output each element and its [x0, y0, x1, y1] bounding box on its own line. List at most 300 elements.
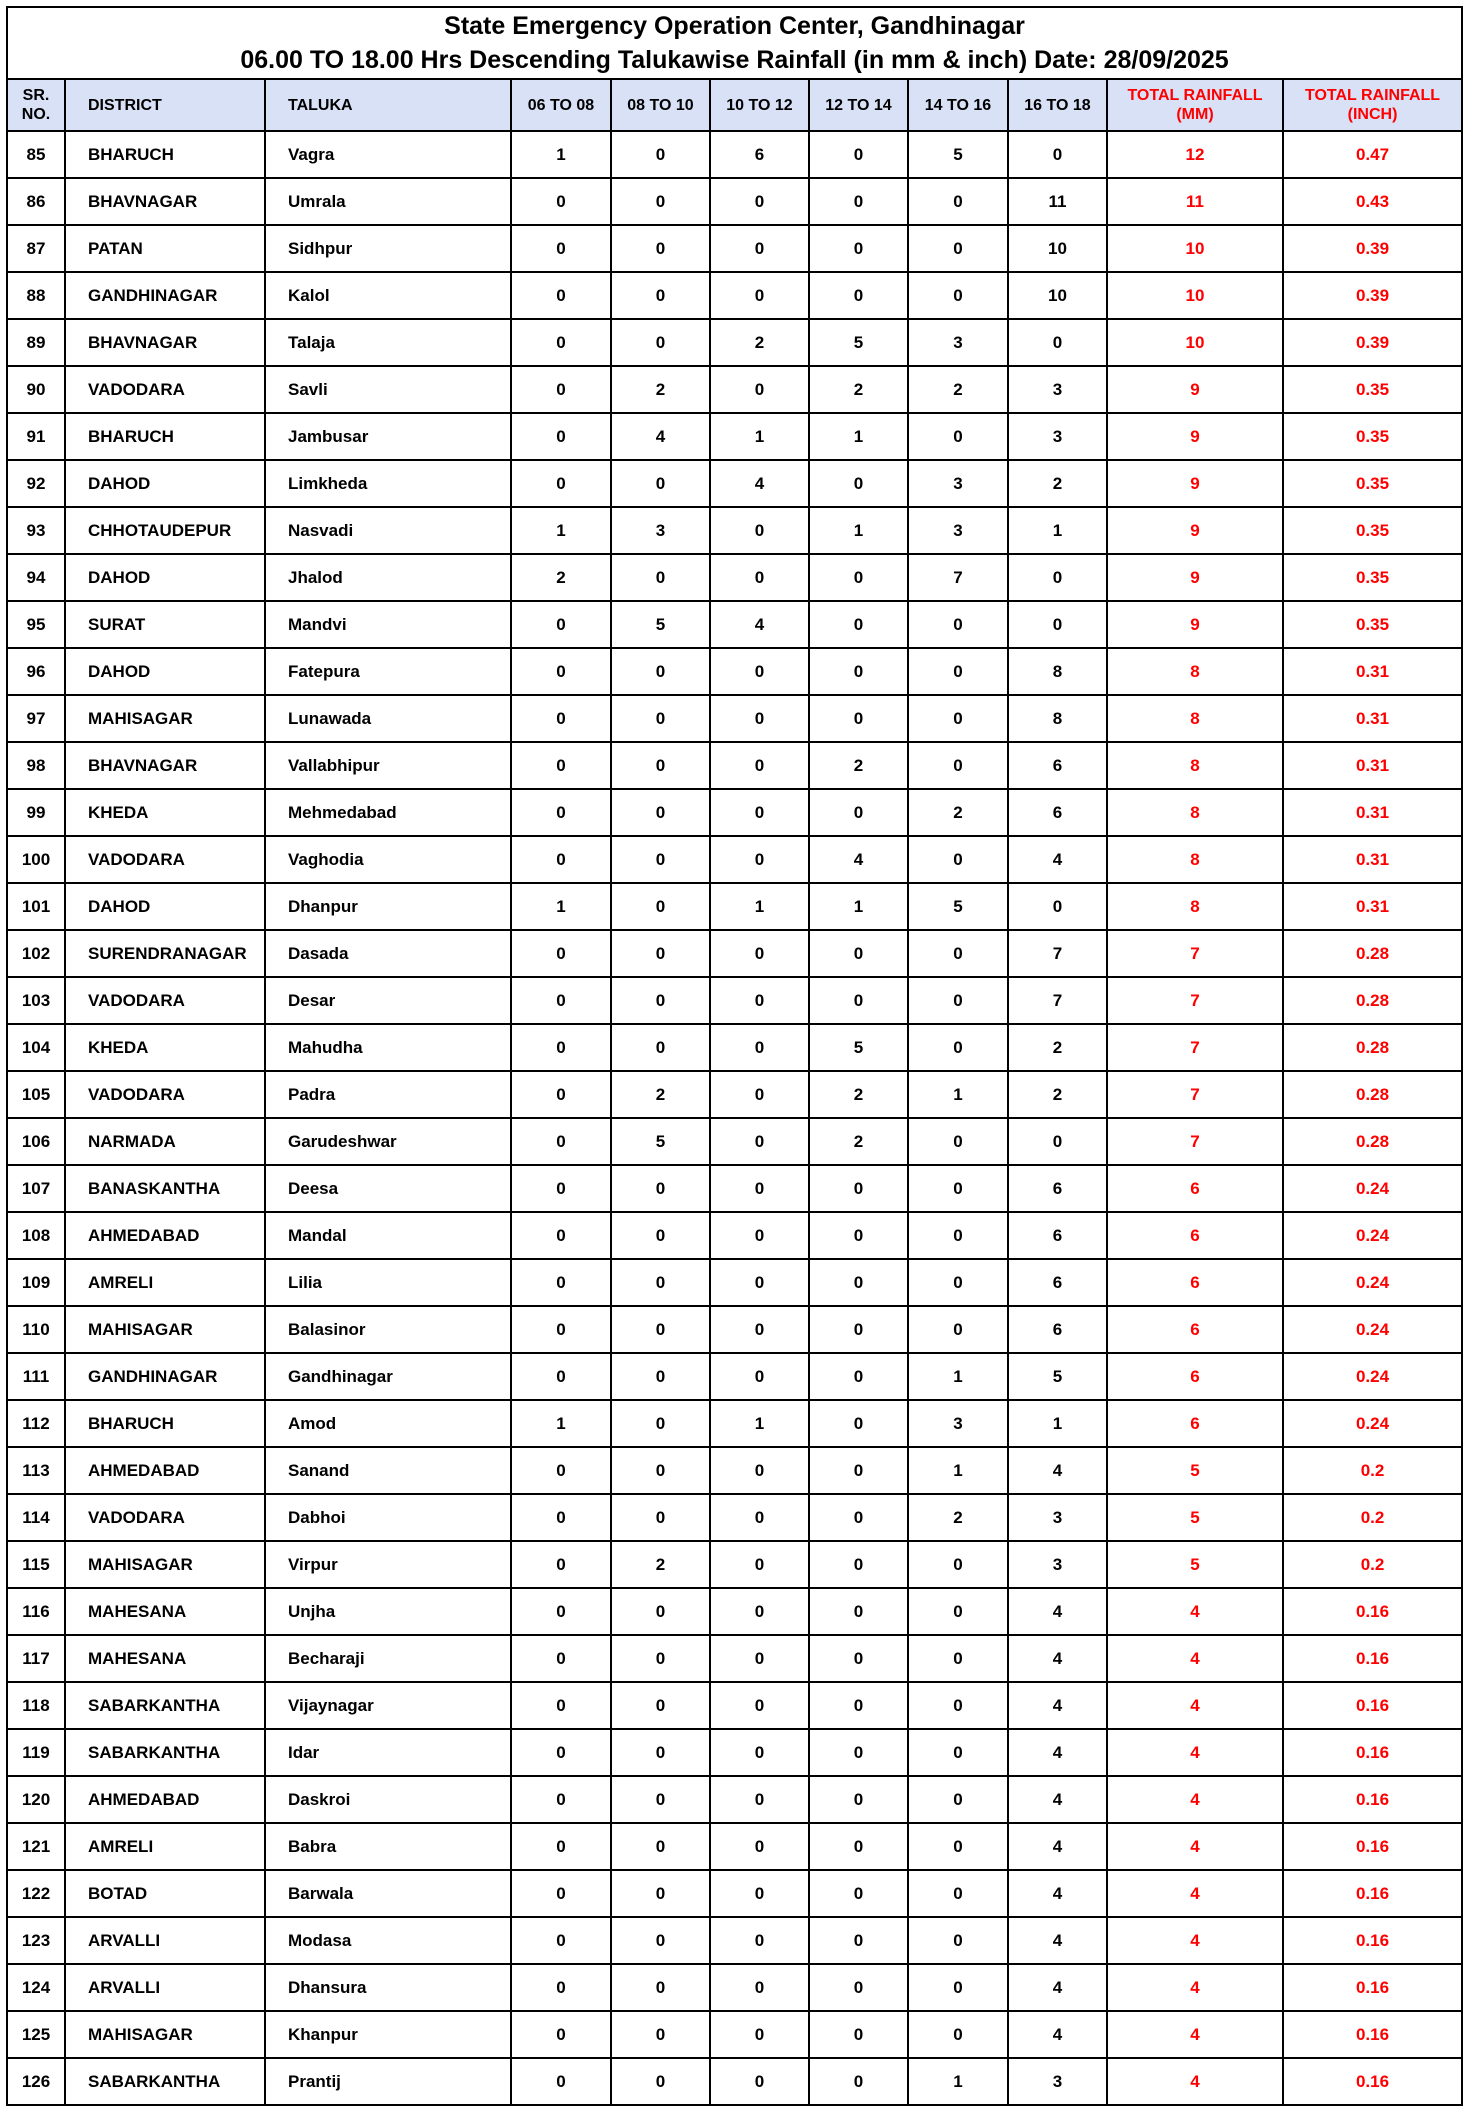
table-row [7, 1682, 1462, 1729]
total-mm-cell: 4 [1107, 1823, 1283, 1870]
table-row [7, 883, 1462, 930]
rain-14-16-cell: 0 [908, 1870, 1008, 1917]
total-mm-cell: 4 [1107, 1776, 1283, 1823]
table-body [7, 131, 1462, 2105]
taluka-cell: Khanpur [265, 2011, 511, 2058]
rain-10-12-cell: 1 [710, 413, 809, 460]
total-inch-cell: 0.16 [1283, 1917, 1462, 1964]
total-mm-cell: 4 [1107, 1635, 1283, 1682]
district-cell: BHARUCH [65, 1400, 265, 1447]
rain-14-16-cell: 0 [908, 1306, 1008, 1353]
sr-no-cell: 91 [7, 413, 65, 460]
rain-06-08-cell: 0 [511, 460, 611, 507]
total-inch-cell: 0.24 [1283, 1259, 1462, 1306]
table-row [7, 319, 1462, 366]
taluka-cell: Prantij [265, 2058, 511, 2105]
rain-12-14-cell: 2 [809, 1118, 908, 1165]
rain-14-16-cell: 0 [908, 1729, 1008, 1776]
rain-12-14-cell: 2 [809, 366, 908, 413]
table-row [7, 977, 1462, 1024]
rain-08-10-cell: 0 [611, 1682, 710, 1729]
rain-16-18-cell: 7 [1008, 930, 1107, 977]
total-inch-cell: 0.39 [1283, 319, 1462, 366]
rain-14-16-cell: 0 [908, 1635, 1008, 1682]
table-row [7, 1447, 1462, 1494]
rain-06-08-cell: 0 [511, 1165, 611, 1212]
rain-12-14-cell: 2 [809, 1071, 908, 1118]
report-title-block [7, 7, 1462, 79]
rain-16-18-cell: 4 [1008, 1823, 1107, 1870]
total-mm-cell: 8 [1107, 836, 1283, 883]
rain-14-16-cell: 0 [908, 1823, 1008, 1870]
rain-10-12-cell: 0 [710, 789, 809, 836]
total-mm-cell: 7 [1107, 977, 1283, 1024]
table-row [7, 1165, 1462, 1212]
sr-no-cell: 124 [7, 1964, 65, 2011]
rain-08-10-cell: 0 [611, 742, 710, 789]
table-row [7, 554, 1462, 601]
rain-10-12-cell: 0 [710, 1682, 809, 1729]
rain-08-10-cell: 0 [611, 789, 710, 836]
total-inch-cell: 0.43 [1283, 178, 1462, 225]
rain-16-18-cell: 4 [1008, 1682, 1107, 1729]
rain-08-10-cell: 0 [611, 1165, 710, 1212]
rain-06-08-cell: 0 [511, 1447, 611, 1494]
rain-06-08-cell: 0 [511, 1588, 611, 1635]
rain-14-16-cell: 2 [908, 366, 1008, 413]
rain-12-14-cell: 1 [809, 507, 908, 554]
taluka-cell: Vaghodia [265, 836, 511, 883]
rain-10-12-cell: 0 [710, 366, 809, 413]
rain-12-14-cell: 0 [809, 272, 908, 319]
rain-16-18-cell: 1 [1008, 507, 1107, 554]
rain-06-08-cell: 0 [511, 1541, 611, 1588]
district-cell: AHMEDABAD [65, 1447, 265, 1494]
rain-16-18-cell: 6 [1008, 789, 1107, 836]
district-cell: DAHOD [65, 648, 265, 695]
taluka-cell: Unjha [265, 1588, 511, 1635]
table-row [7, 460, 1462, 507]
rain-14-16-cell: 1 [908, 1071, 1008, 1118]
rain-10-12-cell: 0 [710, 1917, 809, 1964]
rain-12-14-cell: 0 [809, 1776, 908, 1823]
rain-08-10-cell: 0 [611, 1588, 710, 1635]
rain-10-12-cell: 0 [710, 554, 809, 601]
rain-08-10-cell: 0 [611, 977, 710, 1024]
sr-no-cell: 119 [7, 1729, 65, 1776]
total-inch-cell: 0.16 [1283, 1776, 1462, 1823]
rain-16-18-cell: 5 [1008, 1353, 1107, 1400]
sr-no-cell: 114 [7, 1494, 65, 1541]
total-mm-cell: 8 [1107, 648, 1283, 695]
rain-12-14-cell: 0 [809, 131, 908, 178]
rain-14-16-cell: 0 [908, 2011, 1008, 2058]
total-mm-cell: 8 [1107, 789, 1283, 836]
district-cell: BANASKANTHA [65, 1165, 265, 1212]
table-row [7, 789, 1462, 836]
district-cell: SURAT [65, 601, 265, 648]
table-row [7, 1541, 1462, 1588]
rain-12-14-cell: 0 [809, 1447, 908, 1494]
sr-no-cell: 115 [7, 1541, 65, 1588]
total-mm-cell: 10 [1107, 225, 1283, 272]
rain-14-16-cell: 0 [908, 1682, 1008, 1729]
rain-14-16-cell: 0 [908, 1917, 1008, 1964]
sr-no-cell: 104 [7, 1024, 65, 1071]
total-inch-cell: 0.35 [1283, 413, 1462, 460]
rain-16-18-cell: 11 [1008, 178, 1107, 225]
rain-16-18-cell: 0 [1008, 319, 1107, 366]
table-row [7, 1071, 1462, 1118]
total-mm-cell: 4 [1107, 1964, 1283, 2011]
total-mm-cell: 9 [1107, 413, 1283, 460]
rain-12-14-cell: 0 [809, 1400, 908, 1447]
rain-10-12-cell: 0 [710, 1447, 809, 1494]
rain-16-18-cell: 4 [1008, 1964, 1107, 2011]
report-subtitle: 06.00 TO 18.00 Hrs Descending Talukawise Rainfall (in mm & inch) Date: 28/09/2025 [240, 46, 1229, 74]
rain-14-16-cell: 0 [908, 1964, 1008, 2011]
total-mm-cell: 9 [1107, 366, 1283, 413]
total-inch-cell: 0.24 [1283, 1165, 1462, 1212]
total-inch-cell: 0.28 [1283, 977, 1462, 1024]
rain-10-12-cell: 1 [710, 1400, 809, 1447]
district-cell: BHAVNAGAR [65, 178, 265, 225]
rain-16-18-cell: 3 [1008, 413, 1107, 460]
total-mm-cell: 6 [1107, 1400, 1283, 1447]
total-inch-cell: 0.35 [1283, 601, 1462, 648]
rain-08-10-cell: 0 [611, 1259, 710, 1306]
rain-08-10-cell: 0 [611, 2011, 710, 2058]
taluka-cell: Virpur [265, 1541, 511, 1588]
header-taluka: TALUKA [265, 79, 511, 131]
total-inch-cell: 0.16 [1283, 1682, 1462, 1729]
sr-no-cell: 106 [7, 1118, 65, 1165]
district-cell: MAHESANA [65, 1588, 265, 1635]
rain-08-10-cell: 0 [611, 131, 710, 178]
district-cell: AMRELI [65, 1823, 265, 1870]
rain-10-12-cell: 6 [710, 131, 809, 178]
taluka-cell: Babra [265, 1823, 511, 1870]
rain-08-10-cell: 0 [611, 319, 710, 366]
rain-06-08-cell: 0 [511, 789, 611, 836]
total-mm-cell: 6 [1107, 1353, 1283, 1400]
rain-16-18-cell: 4 [1008, 1635, 1107, 1682]
header-16-to-18: 16 TO 18 [1008, 79, 1107, 131]
table-row [7, 507, 1462, 554]
total-inch-cell: 0.2 [1283, 1541, 1462, 1588]
header-district: DISTRICT [65, 79, 265, 131]
total-mm-cell: 8 [1107, 695, 1283, 742]
table-row [7, 366, 1462, 413]
rain-14-16-cell: 0 [908, 413, 1008, 460]
district-cell: KHEDA [65, 789, 265, 836]
total-mm-cell: 11 [1107, 178, 1283, 225]
rain-10-12-cell: 0 [710, 1165, 809, 1212]
table-row [7, 601, 1462, 648]
rain-16-18-cell: 0 [1008, 883, 1107, 930]
district-cell: SABARKANTHA [65, 2058, 265, 2105]
taluka-cell: Becharaji [265, 1635, 511, 1682]
table-row [7, 742, 1462, 789]
sr-no-cell: 125 [7, 2011, 65, 2058]
sr-no-cell: 98 [7, 742, 65, 789]
rain-10-12-cell: 4 [710, 460, 809, 507]
total-inch-cell: 0.16 [1283, 2011, 1462, 2058]
taluka-cell: Gandhinagar [265, 1353, 511, 1400]
rain-14-16-cell: 0 [908, 1541, 1008, 1588]
total-inch-cell: 0.35 [1283, 554, 1462, 601]
table-row [7, 1964, 1462, 2011]
rain-14-16-cell: 3 [908, 460, 1008, 507]
sr-no-cell: 101 [7, 883, 65, 930]
rain-10-12-cell: 0 [710, 1964, 809, 2011]
rain-12-14-cell: 0 [809, 1306, 908, 1353]
total-inch-cell: 0.16 [1283, 1964, 1462, 2011]
rain-06-08-cell: 0 [511, 1353, 611, 1400]
title-row [7, 7, 1462, 79]
table-row [7, 695, 1462, 742]
district-cell: MAHESANA [65, 1635, 265, 1682]
rain-12-14-cell: 0 [809, 601, 908, 648]
district-cell: MAHISAGAR [65, 2011, 265, 2058]
rain-08-10-cell: 0 [611, 272, 710, 319]
rain-08-10-cell: 4 [611, 413, 710, 460]
total-mm-cell: 4 [1107, 1917, 1283, 1964]
total-mm-cell: 9 [1107, 460, 1283, 507]
rain-14-16-cell: 0 [908, 1024, 1008, 1071]
rain-10-12-cell: 0 [710, 178, 809, 225]
table-row [7, 1870, 1462, 1917]
header-sr-no: SR. NO. [7, 79, 65, 131]
rain-08-10-cell: 0 [611, 1823, 710, 1870]
rain-12-14-cell: 1 [809, 413, 908, 460]
rain-12-14-cell: 5 [809, 1024, 908, 1071]
rain-12-14-cell: 4 [809, 836, 908, 883]
district-cell: BOTAD [65, 1870, 265, 1917]
rain-12-14-cell: 0 [809, 1165, 908, 1212]
column-header-row [7, 79, 1462, 131]
total-mm-cell: 12 [1107, 131, 1283, 178]
rain-06-08-cell: 0 [511, 1776, 611, 1823]
rain-08-10-cell: 0 [611, 1400, 710, 1447]
rain-12-14-cell: 0 [809, 695, 908, 742]
rain-12-14-cell: 0 [809, 2011, 908, 2058]
sr-no-cell: 86 [7, 178, 65, 225]
rain-14-16-cell: 0 [908, 1588, 1008, 1635]
rain-08-10-cell: 0 [611, 1212, 710, 1259]
rain-10-12-cell: 0 [710, 836, 809, 883]
rain-10-12-cell: 0 [710, 507, 809, 554]
rain-06-08-cell: 0 [511, 1870, 611, 1917]
taluka-cell: Savli [265, 366, 511, 413]
sr-no-cell: 108 [7, 1212, 65, 1259]
rain-16-18-cell: 4 [1008, 1588, 1107, 1635]
total-mm-cell: 9 [1107, 601, 1283, 648]
table-row [7, 1917, 1462, 1964]
rain-08-10-cell: 2 [611, 1541, 710, 1588]
taluka-cell: Padra [265, 1071, 511, 1118]
table-row [7, 1306, 1462, 1353]
total-inch-cell: 0.35 [1283, 460, 1462, 507]
taluka-cell: Kalol [265, 272, 511, 319]
rain-14-16-cell: 0 [908, 930, 1008, 977]
rain-14-16-cell: 2 [908, 789, 1008, 836]
rain-14-16-cell: 2 [908, 1494, 1008, 1541]
total-mm-cell: 6 [1107, 1259, 1283, 1306]
district-cell: AHMEDABAD [65, 1212, 265, 1259]
taluka-cell: Dasada [265, 930, 511, 977]
district-cell: CHHOTAUDEPUR [65, 507, 265, 554]
total-inch-cell: 0.47 [1283, 131, 1462, 178]
district-cell: AMRELI [65, 1259, 265, 1306]
taluka-cell: Sidhpur [265, 225, 511, 272]
total-inch-cell: 0.39 [1283, 272, 1462, 319]
rain-16-18-cell: 4 [1008, 1870, 1107, 1917]
taluka-cell: Jhalod [265, 554, 511, 601]
taluka-cell: Nasvadi [265, 507, 511, 554]
rain-14-16-cell: 7 [908, 554, 1008, 601]
rain-10-12-cell: 0 [710, 695, 809, 742]
taluka-cell: Mahudha [265, 1024, 511, 1071]
sr-no-cell: 122 [7, 1870, 65, 1917]
rain-10-12-cell: 0 [710, 1635, 809, 1682]
rain-16-18-cell: 0 [1008, 554, 1107, 601]
rain-08-10-cell: 0 [611, 554, 710, 601]
rain-10-12-cell: 0 [710, 742, 809, 789]
table-row [7, 1353, 1462, 1400]
total-mm-cell: 6 [1107, 1212, 1283, 1259]
rain-16-18-cell: 2 [1008, 1024, 1107, 1071]
rain-12-14-cell: 0 [809, 1917, 908, 1964]
table-row [7, 1400, 1462, 1447]
district-cell: ARVALLI [65, 1964, 265, 2011]
table-row [7, 1024, 1462, 1071]
rain-16-18-cell: 4 [1008, 1776, 1107, 1823]
rain-16-18-cell: 0 [1008, 601, 1107, 648]
table-row [7, 1494, 1462, 1541]
rain-16-18-cell: 4 [1008, 1447, 1107, 1494]
rain-14-16-cell: 0 [908, 178, 1008, 225]
taluka-cell: Umrala [265, 178, 511, 225]
taluka-cell: Barwala [265, 1870, 511, 1917]
sr-no-cell: 100 [7, 836, 65, 883]
total-mm-cell: 9 [1107, 507, 1283, 554]
rain-12-14-cell: 2 [809, 742, 908, 789]
total-inch-cell: 0.24 [1283, 1400, 1462, 1447]
table-row [7, 1776, 1462, 1823]
taluka-cell: Lilia [265, 1259, 511, 1306]
rain-08-10-cell: 0 [611, 460, 710, 507]
rain-12-14-cell: 0 [809, 1259, 908, 1306]
rain-06-08-cell: 0 [511, 319, 611, 366]
rain-16-18-cell: 8 [1008, 695, 1107, 742]
rain-08-10-cell: 0 [611, 2058, 710, 2105]
rain-06-08-cell: 1 [511, 507, 611, 554]
rain-06-08-cell: 0 [511, 178, 611, 225]
taluka-cell: Vallabhipur [265, 742, 511, 789]
rain-08-10-cell: 3 [611, 507, 710, 554]
rain-14-16-cell: 0 [908, 1259, 1008, 1306]
rain-08-10-cell: 0 [611, 1870, 710, 1917]
rain-08-10-cell: 2 [611, 366, 710, 413]
sr-no-cell: 116 [7, 1588, 65, 1635]
rain-12-14-cell: 0 [809, 977, 908, 1024]
rain-12-14-cell: 0 [809, 930, 908, 977]
rain-12-14-cell: 0 [809, 1494, 908, 1541]
rain-16-18-cell: 6 [1008, 1306, 1107, 1353]
rain-12-14-cell: 0 [809, 1212, 908, 1259]
rain-08-10-cell: 0 [611, 695, 710, 742]
header-total-mm: TOTAL RAINFALL (MM) [1107, 79, 1283, 131]
rain-10-12-cell: 0 [710, 272, 809, 319]
rain-12-14-cell: 5 [809, 319, 908, 366]
taluka-cell: Lunawada [265, 695, 511, 742]
rain-14-16-cell: 1 [908, 1353, 1008, 1400]
rain-14-16-cell: 5 [908, 131, 1008, 178]
header-12-to-14: 12 TO 14 [809, 79, 908, 131]
rain-16-18-cell: 4 [1008, 1917, 1107, 1964]
rain-08-10-cell: 0 [611, 225, 710, 272]
rain-10-12-cell: 0 [710, 1494, 809, 1541]
rain-10-12-cell: 2 [710, 319, 809, 366]
rain-08-10-cell: 0 [611, 1494, 710, 1541]
sr-no-cell: 96 [7, 648, 65, 695]
rain-16-18-cell: 0 [1008, 1118, 1107, 1165]
taluka-cell: Jambusar [265, 413, 511, 460]
rain-12-14-cell: 0 [809, 1682, 908, 1729]
sr-no-cell: 103 [7, 977, 65, 1024]
total-mm-cell: 7 [1107, 1118, 1283, 1165]
rain-08-10-cell: 5 [611, 601, 710, 648]
table-row [7, 1118, 1462, 1165]
district-cell: DAHOD [65, 554, 265, 601]
rain-16-18-cell: 3 [1008, 1494, 1107, 1541]
sr-no-cell: 97 [7, 695, 65, 742]
total-inch-cell: 0.31 [1283, 695, 1462, 742]
taluka-cell: Modasa [265, 1917, 511, 1964]
rain-06-08-cell: 0 [511, 272, 611, 319]
taluka-cell: Mandal [265, 1212, 511, 1259]
table-row [7, 1823, 1462, 1870]
rain-12-14-cell: 0 [809, 1870, 908, 1917]
rain-12-14-cell: 0 [809, 554, 908, 601]
district-cell: BHAVNAGAR [65, 742, 265, 789]
rainfall-table [6, 6, 1463, 2106]
table-row [7, 1588, 1462, 1635]
rain-06-08-cell: 0 [511, 413, 611, 460]
taluka-cell: Dabhoi [265, 1494, 511, 1541]
table-row [7, 225, 1462, 272]
rain-16-18-cell: 1 [1008, 1400, 1107, 1447]
rain-06-08-cell: 0 [511, 1729, 611, 1776]
sr-no-cell: 120 [7, 1776, 65, 1823]
rain-12-14-cell: 0 [809, 1635, 908, 1682]
taluka-cell: Daskroi [265, 1776, 511, 1823]
rain-08-10-cell: 0 [611, 648, 710, 695]
rain-06-08-cell: 0 [511, 648, 611, 695]
total-inch-cell: 0.16 [1283, 1823, 1462, 1870]
rain-12-14-cell: 0 [809, 1588, 908, 1635]
rain-06-08-cell: 0 [511, 2011, 611, 2058]
rain-06-08-cell: 0 [511, 1259, 611, 1306]
rain-16-18-cell: 3 [1008, 1541, 1107, 1588]
rain-08-10-cell: 0 [611, 1306, 710, 1353]
rain-14-16-cell: 0 [908, 601, 1008, 648]
total-inch-cell: 0.16 [1283, 2058, 1462, 2105]
table-row [7, 2058, 1462, 2105]
rain-08-10-cell: 0 [611, 930, 710, 977]
total-inch-cell: 0.31 [1283, 742, 1462, 789]
